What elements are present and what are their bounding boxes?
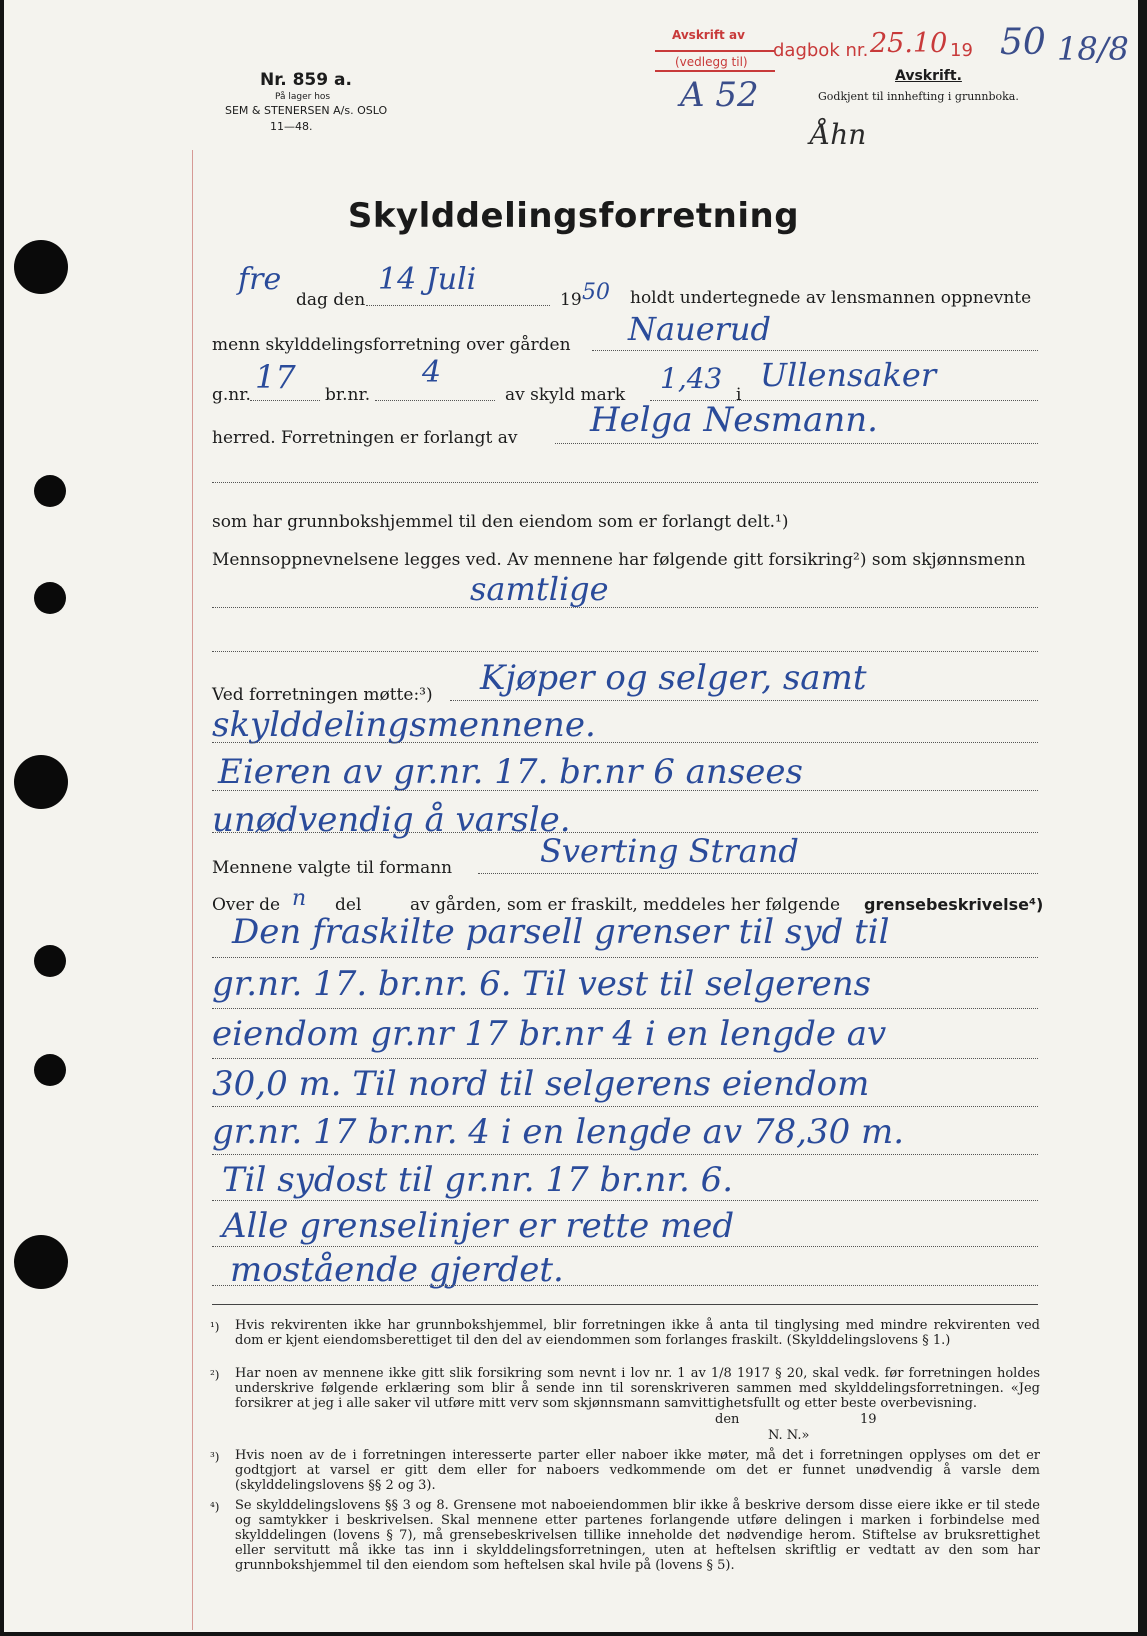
- label-gnr: g.nr.: [212, 385, 251, 405]
- footnote-nn: N. N.»: [768, 1428, 810, 1443]
- label-av-gaarden: av gården, som er fraskilt, meddeles her følgende: [410, 895, 841, 915]
- stamp-initials: Åhn: [810, 118, 867, 151]
- hw-grense-line: Alle grenselinjer er rette med: [222, 1206, 735, 1246]
- dotted-line: [212, 1058, 1038, 1059]
- footnote-text: Hvis noen av de i forretningen interesserte parter eller naboer ikke møter, må det i forretningen opplyses om det er godtgjort at varsel er gitt dem eller for naboers vedkommende om det er funnet unødvendig å varsle dem (skylddelingslovens §§ 2 og 3).: [235, 1448, 1040, 1493]
- hw-gnr: 17: [255, 358, 296, 396]
- dotted-line: [212, 607, 1038, 608]
- hw-skyld: 1,43: [660, 362, 723, 395]
- stamp-line: (vedlegg til): [675, 55, 748, 69]
- stamp-line: Avskrift av: [672, 28, 745, 42]
- dotted-line: [212, 957, 1038, 958]
- hw-moette-line: Eieren av gr.nr. 17. br.nr 6 ansees: [218, 752, 803, 792]
- label-holdt: holdt undertegnede av lensmannen oppnevnte: [630, 288, 1032, 308]
- publisher-line: På lager hos: [275, 92, 331, 102]
- dotted-line: [212, 651, 1038, 652]
- dotted-line: [450, 700, 1038, 701]
- footnote-19: 19: [860, 1412, 877, 1427]
- stamp-year-prefix: 19: [950, 40, 973, 61]
- dotted-line: [212, 482, 1038, 483]
- dagbok-label: dagbok nr.: [773, 40, 869, 61]
- label-i: i: [736, 385, 742, 405]
- dotted-line: [212, 1154, 1038, 1155]
- hw-grense-line: Den fraskilte parsell grenser til syd til: [232, 912, 890, 952]
- footnote-number: ⁴): [210, 1500, 220, 1514]
- hw-grense-line: 30,0 m. Til nord til selgerens eiendom: [212, 1064, 870, 1104]
- dotted-line: [375, 400, 495, 401]
- hw-samtlige: samtlige: [470, 570, 609, 608]
- stamp-hw-number: A 52: [680, 75, 759, 115]
- label-brnr: br.nr.: [325, 385, 371, 405]
- hw-formann: Sverting Strand: [540, 832, 799, 870]
- hw-herred: Ullensaker: [760, 356, 937, 394]
- hw-grense-line: eiendom gr.nr 17 br.nr 4 i en lengde av: [212, 1014, 887, 1054]
- stamp-strike: [655, 70, 775, 72]
- publisher-line: 11—48.: [270, 120, 313, 133]
- publisher-line: SEM & STENERSEN A/s. OSLO: [225, 104, 388, 117]
- hw-grense-line: gr.nr. 17 br.nr. 4 i en lengde av 78,30 m.: [212, 1112, 905, 1152]
- stamp-year: 50: [1000, 22, 1046, 63]
- godkjent-stamp: Godkjent til innhefting i grunnboka.: [818, 90, 1019, 103]
- dagbok-date: 25.10: [870, 28, 948, 59]
- hw-moette-line: skylddelingsmennene.: [212, 705, 596, 745]
- label-dag-den: dag den: [296, 290, 366, 310]
- stamp-hw-date: 18/8: [1057, 30, 1129, 68]
- dotted-line: [212, 742, 1038, 743]
- year-prefix: 19: [560, 290, 582, 310]
- dotted-line: [478, 873, 1038, 874]
- dotted-line: [592, 350, 1038, 351]
- footnote-text: Har noen av mennene ikke gitt slik forsikring som nevnt i lov nr. 1 av 1/8 1917 § 20, skal vedk. før forretningen holdes underskrive følgende erklæring som blir å sende inn til sorenskriveren sammen med skylddelingsforretningen. «Jeg forsikrer at jeg i alle saker vil utføre mitt verv som skjønnsmann samvittighetsfullt og etter beste overbevisning.: [235, 1366, 1040, 1411]
- label-moette: Ved forretningen møtte:³): [212, 685, 433, 705]
- hw-date: 14 Juli: [378, 262, 477, 297]
- footnote-text: Se skylddelingslovens §§ 3 og 8. Grensene mot naboeiendommen blir ikke å beskrive dersom disse eiere ikke er til stede og samtykker i beskrivelsen. Skal mennene etter partenes forlangende utføre delingen i marken i forbindelse med skylddelingen (lovens § 7), må grensebeskrivelsen tillike inneholde det nødvendige herom. Stiftelse av bruksrettighet eller servitutt må ikke tas inn i skylddelingsforretningen, uten at heftelsen skriftlig er vedtatt av den som har grunnbokshjemmel til den eiendom som heftelsen skal hvile på (lovens § 5).: [235, 1498, 1040, 1573]
- dotted-line: [212, 1008, 1038, 1009]
- dotted-line: [212, 1106, 1038, 1107]
- footnote-text: Hvis rekvirenten ikke har grunnbokshjemmel, blir forretningen ikke å anta til tinglysing med mindre rekvirenten ved dom er kjent eiendomsberettiget til den del av eiendommen som forlanges fraskilt. (Skylddelingslovens § 1.): [235, 1318, 1040, 1348]
- label-del: del: [335, 895, 362, 915]
- label-formann: Mennene valgte til formann: [212, 858, 453, 878]
- document-title: Skylddelingsforretning: [347, 196, 800, 236]
- hw-brnr: 4: [422, 355, 442, 390]
- hw-grense-line: gr.nr. 17. br.nr. 6. Til vest til selgerens: [212, 964, 872, 1004]
- hw-year: 50: [582, 280, 610, 305]
- dotted-line: [212, 790, 1038, 791]
- dotted-line: [212, 1246, 1038, 1247]
- label-grensebeskrivelse: grensebeskrivelse⁴): [864, 895, 1044, 914]
- form-number: Nr. 859 a.: [260, 70, 352, 90]
- binder-hole: [14, 755, 68, 809]
- hw-moette-line: unødvendig å varsle.: [212, 800, 571, 840]
- hw-moette-line: Kjøper og selger, samt: [480, 658, 867, 698]
- footnote-den: den: [715, 1412, 740, 1427]
- label-forlangt: herred. Forretningen er forlangt av: [212, 428, 518, 448]
- label-gaarden: menn skylddelingsforretning over gården: [212, 335, 571, 355]
- footnote-number: ¹): [210, 1320, 220, 1334]
- label-grunnbokshjemmel: som har grunnbokshjemmel til den eiendom som er forlangt delt.¹): [212, 512, 789, 532]
- avskrift-stamp: Avskrift.: [895, 68, 962, 84]
- dotted-line: [212, 1285, 1038, 1286]
- binder-hole: [34, 582, 66, 614]
- hw-grense-line: Til sydost til gr.nr. 17 br.nr. 6.: [222, 1160, 734, 1200]
- dotted-line: [250, 400, 320, 401]
- binder-hole: [34, 475, 66, 507]
- label-skyld: av skyld mark: [505, 385, 626, 405]
- label-over-de: Over de: [212, 895, 281, 915]
- hw-over-suffix: n: [292, 886, 307, 911]
- dotted-line: [366, 305, 550, 306]
- binder-hole: [14, 1235, 68, 1289]
- hw-grense-line: mostående gjerdet.: [230, 1250, 564, 1290]
- hw-requester-name: Helga Nesmann.: [590, 400, 878, 440]
- dotted-line: [555, 443, 1038, 444]
- stamp-strike: [655, 50, 775, 52]
- footnote-number: ³): [210, 1450, 220, 1464]
- footnote-number: ²): [210, 1368, 220, 1382]
- label-mennsoppnevnelsene: Mennsoppnevnelsene legges ved. Av mennene har følgende gitt forsikring²) som skjønnsmenn: [212, 550, 1026, 570]
- margin-line: [192, 150, 193, 1630]
- hw-farm-name: Nauerud: [628, 310, 772, 348]
- dotted-line: [212, 1200, 1038, 1201]
- binder-hole: [34, 945, 66, 977]
- binder-hole: [34, 1054, 66, 1086]
- binder-hole: [14, 240, 68, 294]
- footnote-separator: [212, 1304, 1038, 1305]
- hw-weekday: fre: [238, 262, 282, 297]
